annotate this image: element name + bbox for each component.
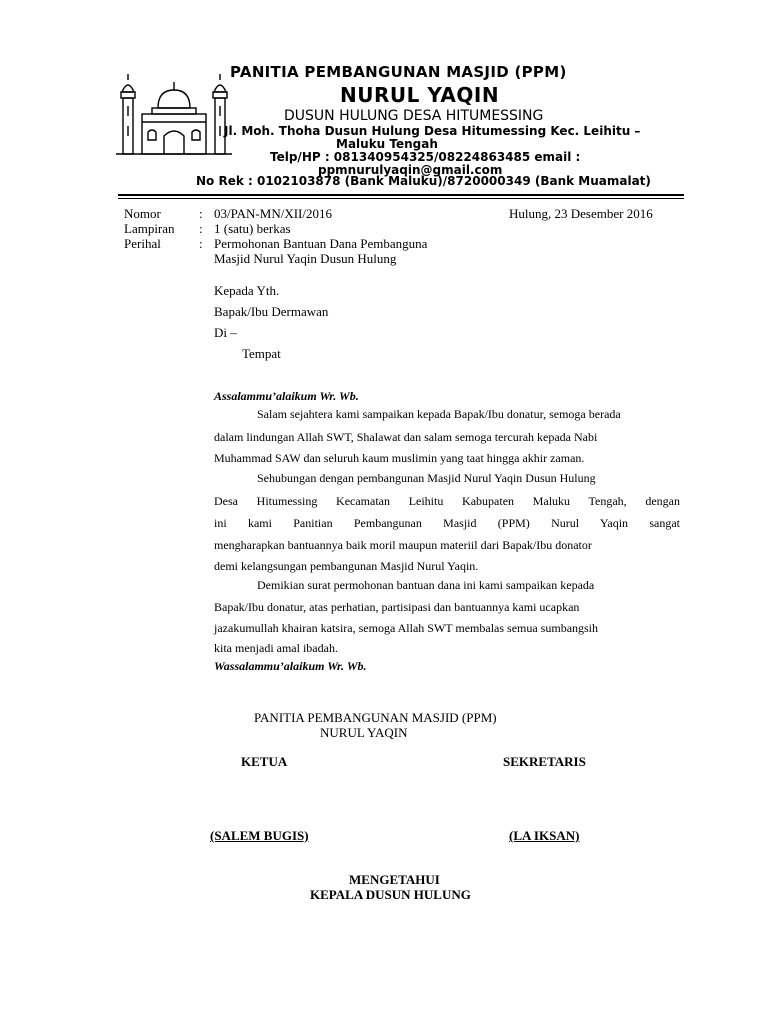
email-address: ppmnurulyaqin@gmail.com [318,163,503,177]
kepala-dusun-title: KEPALA DUSUN HULUNG [310,887,471,902]
header-divider [118,194,684,196]
paragraph-line: kita menjadi amal ibadah. [214,641,338,655]
village-name: DUSUN HULUNG DESA HITUMESSING [284,108,544,124]
paragraph-line: Desa Hitumessing Kecamatan Leihitu Kabupaten Maluku Tengah, dengan [214,494,680,508]
recipient-location-prefix: Di – [214,325,237,340]
ketua-name: (SALEM BUGIS) [210,828,309,843]
closing-greeting: Wassalammu’alaikum Wr. Wb. [214,659,367,673]
paragraph-line: mengharapkan bantuannya baik moril maupun materiil dari Bapak/Ibu donator [214,538,592,552]
address-line: Jl. Moh. Thoha Dusun Hulung Desa Hitumessing Kec. Leihitu – [224,124,641,138]
header-divider-thin [118,198,684,199]
paragraph-line: dalam lindungan Allah SWT, Shalawat dan salam semoga tercurah kepada Nabi [214,430,598,444]
letter-date: Hulung, 23 Desember 2016 [509,206,653,221]
nomor-label: Nomor [124,206,161,221]
paragraph-line: Demikian surat permohonan bantuan dana ini kami sampaikan kepada [257,578,595,592]
paragraph-line: Bapak/Ibu donatur, atas perhatian, partisipasi dan bantuannya kami ucapkan [214,600,580,614]
lampiran-label: Lampiran [124,221,175,236]
address-line-2: Maluku Tengah [336,137,438,151]
recipient-salutation: Kepada Yth. [214,283,280,298]
perihal-value-2: Masjid Nurul Yaqin Dusun Hulung [214,251,397,266]
recipient-name: Bapak/Ibu Dermawan [214,304,329,319]
nomor-value: 03/PAN-MN/XII/2016 [214,206,332,221]
ketua-title: KETUA [241,754,288,769]
paragraph-line: demi kelangsungan pembangunan Masjid Nurul Yaqin. [214,559,479,573]
lampiran-value: 1 (satu) berkas [214,221,291,236]
perihal-value: Permohonan Bantuan Dana Pembanguna [214,236,428,251]
paragraph-line: Sehubungan dengan pembangunan Masjid Nurul Yaqin Dusun Hulung [257,471,596,485]
perihal-label: Perihal [124,236,161,251]
mengetahui-heading: MENGETAHUI [349,872,440,887]
greeting: Assalammu’alaikum Wr. Wb. [214,389,359,403]
signature-committee: PANITIA PEMBANGUNAN MASJID (PPM) [254,710,497,725]
recipient-location: Tempat [242,346,281,361]
mosque-name: NURUL YAQIN [340,83,500,107]
sekretaris-name: (LA IKSAN) [509,828,580,843]
meta-colon: : [199,221,203,236]
meta-colon: : [199,206,203,221]
phone-line: Telp/HP : 081340954325/08224863485 email : [270,150,581,164]
committee-heading: PANITIA PEMBANGUNAN MASJID (PPM) [230,63,567,81]
paragraph-line: jazakumullah khairan katsira, semoga Allah SWT membalas semua sumbangsih [214,621,599,635]
paragraph-line: ini kami Panitian Pembangunan Masjid (PPM) Nurul Yaqin sangat [214,516,680,530]
meta-colon: : [199,236,203,251]
mosque-icon [116,70,236,160]
sekretaris-title: SEKRETARIS [503,754,586,769]
bank-account-line: No Rek : 0102103878 (Bank Maluku)/8720000349 (Bank Muamalat) [196,174,651,188]
paragraph-line: Muhammad SAW dan seluruh kaum muslimin yang taat hingga akhir zaman. [214,451,585,465]
signature-committee-name: NURUL YAQIN [320,725,408,740]
paragraph-line: Salam sejahtera kami sampaikan kepada Bapak/Ibu donatur, semoga berada [257,407,621,421]
